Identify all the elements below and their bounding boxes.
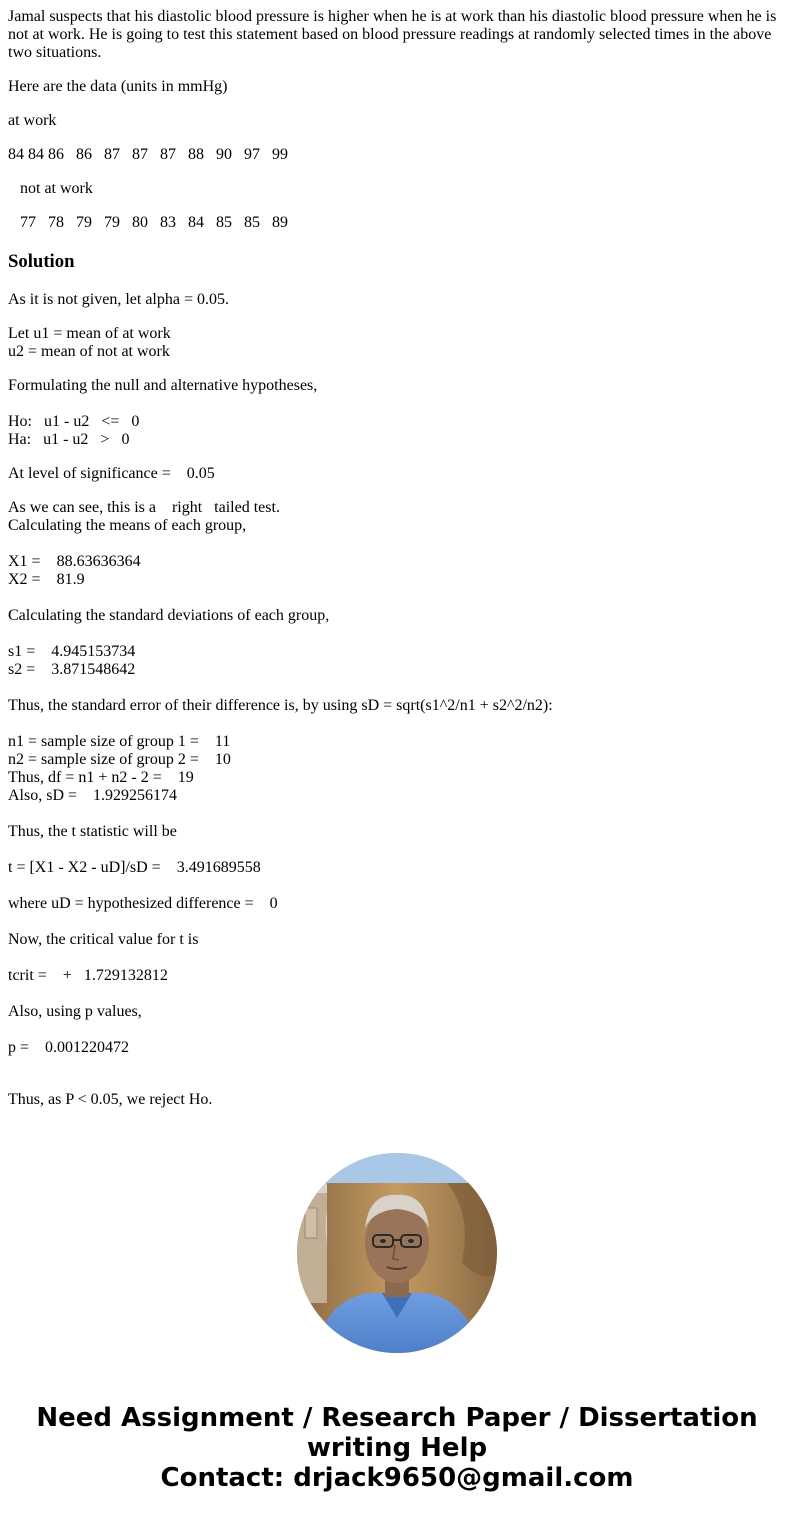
sd-intro: Calculating the standard deviations of each group,	[8, 607, 330, 624]
sd-s2: s2 = 3.871548642	[8, 661, 136, 678]
banner-line-1: Need Assignment / Research Paper / Dissertation	[36, 1403, 758, 1433]
definition-u2: u2 = mean of not at work	[8, 343, 170, 360]
means-intro: Calculating the means of each group,	[8, 517, 247, 534]
hypotheses-intro: Formulating the null and alternative hypotheses,	[8, 377, 318, 394]
group1-values: 84 84 86 86 87 87 87 88 90 97 99	[8, 146, 288, 163]
degrees-of-freedom: Thus, df = n1 + n2 - 2 = 19	[8, 769, 194, 786]
p-value: p = 0.001220472	[8, 1039, 130, 1056]
definition-u1: Let u1 = mean of at work	[8, 325, 171, 342]
data-intro: Here are the data (units in mmHg)	[8, 78, 228, 95]
group2-label: not at work	[8, 180, 93, 197]
test-type	[8, 499, 280, 535]
critical-value-intro: Now, the critical value for t is	[8, 931, 199, 948]
avatar	[297, 1153, 497, 1353]
group2-values: 77 78 79 79 80 83 84 85 85 89	[8, 214, 288, 231]
alpha-note: As it is not given, let alpha = 0.05.	[8, 291, 229, 308]
standard-deviations	[8, 643, 135, 679]
banner-contact-line: Contact: drjack9650@gmail.com	[160, 1463, 634, 1493]
critical-value: tcrit = + 1.729132812	[8, 967, 168, 984]
p-value-intro: Also, using p values,	[8, 1003, 142, 1020]
t-statistic-formula: t = [X1 - X2 - uD]/sD = 3.491689558	[8, 859, 261, 876]
banner-line-2: writing Help	[306, 1433, 488, 1463]
sd-s1: s1 = 4.945153734	[8, 643, 136, 660]
hypothesized-difference: where uD = hypothesized difference = 0	[8, 895, 278, 912]
avatar-portrait-icon	[297, 1153, 497, 1353]
contact-banner	[0, 1403, 794, 1493]
mean-x2: X2 = 81.9	[8, 571, 85, 588]
conclusion: Thus, as P < 0.05, we reject Ho.	[8, 1091, 213, 1108]
significance-level: At level of significance = 0.05	[8, 465, 215, 482]
solution-heading: Solution	[8, 251, 75, 272]
tail-statement: As we can see, this is a right tailed test.	[8, 499, 280, 516]
standard-error-value: Also, sD = 1.929256174	[8, 787, 178, 804]
t-statistic-intro: Thus, the t statistic will be	[8, 823, 177, 840]
standard-error-intro: Thus, the standard error of their difference is, by using sD = sqrt(s1^2/n1 + s2^2/n2):	[8, 697, 553, 714]
question-intro: Jamal suspects that his diastolic blood pressure is higher when he is at work than his diastolic blood pressure when he is not at work. He is going to test this statement based on blood pressure readings at randomly selected times in the above two situations.	[8, 8, 781, 61]
sample-size-n2: n2 = sample size of group 2 = 10	[8, 751, 231, 768]
definitions	[8, 325, 171, 361]
means	[8, 553, 141, 589]
sample-size-n1: n1 = sample size of group 1 = 11	[8, 733, 231, 750]
null-hypothesis: Ho: u1 - u2 <= 0	[8, 413, 140, 430]
group1-label: at work	[8, 112, 57, 129]
alternative-hypothesis: Ha: u1 - u2 > 0	[8, 431, 130, 448]
hypotheses	[8, 413, 139, 449]
mean-x1: X1 = 88.63636364	[8, 553, 141, 570]
sample-sizes	[8, 733, 231, 805]
